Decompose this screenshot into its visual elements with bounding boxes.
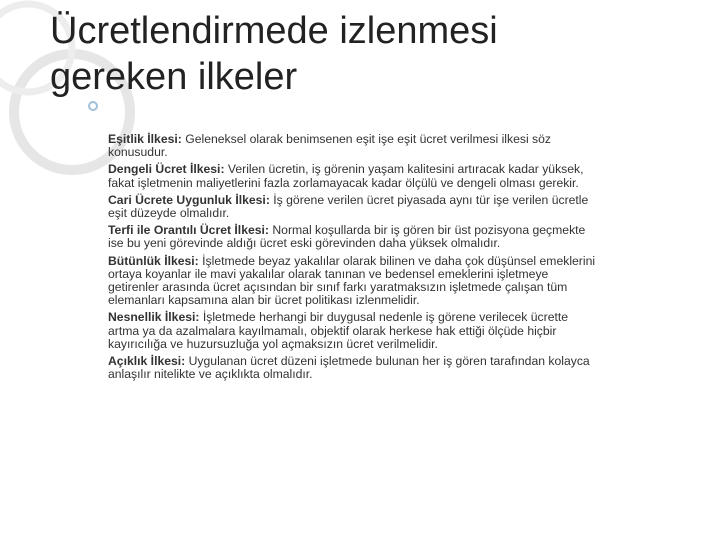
list-item-term: Dengeli Ücret İlkesi: — [108, 162, 225, 177]
list-item-text: Geleneksel olarak benimsenen eşit işe eşit ücret verilmesi ilkesi söz konusudur. — [108, 132, 552, 160]
list-item-term: Terfi ile Orantılı Ücret İlkesi: — [108, 223, 269, 238]
page-title — [50, 8, 690, 100]
list-item-text: Uygulanan ücret düzeni işletmede bulunan her iş gören tarafından kolayca anlaşılır nitelikte ve açıklıkta olmalıdır. — [108, 354, 590, 382]
list-item-term: Açıklık İlkesi: — [108, 354, 186, 369]
list-item-term: Cari Ücrete Uygunluk İlkesi: — [108, 192, 270, 207]
principles-list — [108, 133, 600, 385]
list-item-text: İşletmede herhangi bir duygusal nedenle iş görene verilecek ücrette artma ya da azalmalara kayılmamalı, objektif olarak herkese hak ettiği ölçüde hiçbir kayırıcılığa ve huzursuzluğa yol açmaksızın ücret verilmelidir. — [108, 310, 569, 351]
list-item — [108, 355, 600, 381]
list-item-text: Normal koşullarda bir iş gören bir üst pozisyona geçmekte ise bu yeni görevinde aldığı ücret eski görevinden daha yüksek olmalıdır. — [108, 223, 586, 251]
decorative-bullet-dot — [89, 102, 97, 110]
list-item — [108, 194, 600, 220]
page-title-line-2: gereken ilkeler — [50, 56, 298, 98]
list-item-term: Eşitlik İlkesi: — [108, 132, 182, 146]
list-item — [108, 311, 600, 351]
list-item — [108, 255, 600, 308]
list-item — [108, 133, 600, 159]
page-title-line-1: Ücretlendirmede izlenmesi — [50, 10, 498, 52]
list-item-text: İşletmede beyaz yakalılar olarak bilinen ve daha çok düşünsel emeklerini ortaya koyanlar ile mavi yakalılar olarak tanınan ve bedensel emeklerini işletmeye getirenler arasında ücret açısından bir sınıf farkı yaratmaksızın işletmede çalışan tüm elemanları kapsamına alan bir ücret politikası izlenmelidir. — [108, 253, 596, 308]
list-item — [108, 224, 600, 250]
list-item-term: Bütünlük İlkesi: — [108, 253, 199, 268]
list-item-text: Verilen ücretin, iş görenin yaşam kalitesini artıracak kadar yüksek, fakat işletmenin maliyetlerini fazla zorlamayacak kadar ölçülü ve dengeli olması gerekir. — [108, 162, 584, 190]
list-item-term: Nesnellik İlkesi: — [108, 310, 200, 325]
list-item-text: İş görene verilen ücret piyasada aynı tür işe verilen ücretle eşit düzeyde olmalıdır. — [108, 192, 589, 221]
list-item — [108, 163, 600, 189]
